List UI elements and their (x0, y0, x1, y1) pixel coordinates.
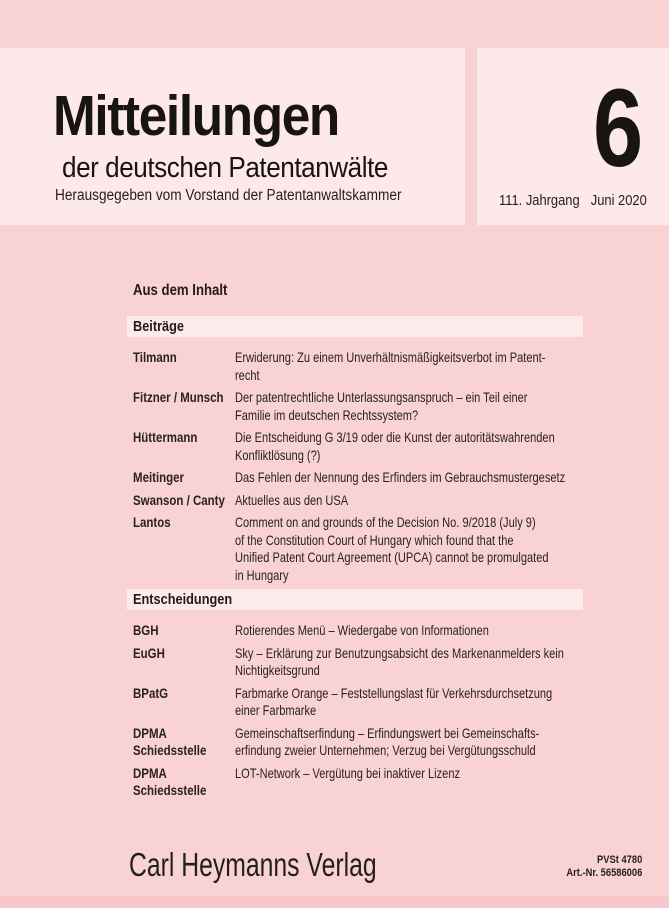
entry-author-cell (133, 429, 235, 464)
entry-author-cell (133, 514, 235, 584)
entry-title-cell (235, 469, 669, 487)
entry-author: DPMA Schiedsstelle (133, 724, 207, 758)
contents-entry (133, 725, 583, 760)
volume-label: 111. Jahrgang (499, 192, 580, 209)
entry-title: Gemeinschaftserfindung – Erfindungswert bei Gemeinschafts- erfindung zweier Unternehmen; Verzug bei Vergütungsschuld (235, 724, 540, 758)
contents-entry (133, 685, 583, 720)
entry-author: Fitzner / Munsch (133, 389, 224, 405)
contents-heading: Aus dem Inhalt (133, 282, 228, 299)
entry-author-cell (133, 349, 235, 384)
publisher-name: Carl Heymanns Verlag (129, 846, 377, 883)
contents-entry (133, 429, 583, 464)
contents-entry (133, 492, 583, 510)
entry-author: EuGH (133, 644, 165, 661)
entry-title: Die Entscheidung G 3/19 oder die Kunst der autoritätswahrenden Konfliktlösung (?) (235, 429, 555, 463)
journal-publisher-line: Herausgegeben vom Vorstand der Patentanwaltskammer (55, 187, 402, 204)
contents-section (127, 589, 583, 800)
entry-author-cell (133, 492, 235, 510)
print-codes (566, 854, 642, 879)
entry-title-cell (235, 492, 669, 510)
entry-title-cell (235, 389, 669, 424)
contents-section (127, 316, 583, 584)
entry-title: Rotierendes Menü – Wiedergabe von Informationen (235, 622, 489, 638)
contents-entry (133, 622, 583, 640)
entry-author-cell (133, 469, 235, 487)
entry-title-cell (235, 645, 669, 680)
entry-title-cell (235, 685, 669, 720)
contents-entry (133, 514, 583, 584)
entry-author-cell (133, 645, 235, 680)
entry-author-cell (133, 389, 235, 424)
entry-author-cell (133, 622, 235, 640)
entry-author: BGH (133, 622, 159, 638)
entry-title: Erwiderung: Zu einem Unverhältnismäßigkeitsverbot im Patent- recht (235, 349, 546, 383)
entry-title-cell (235, 622, 669, 640)
journal-title: Mitteilungen (53, 84, 339, 148)
entry-title-cell (235, 725, 669, 760)
entry-author: DPMA Schiedsstelle (133, 764, 207, 798)
article-number: Art.-Nr. 56586006 (566, 866, 642, 879)
entry-title: Aktuelles aus den USA (235, 491, 349, 508)
contents-entry (133, 389, 583, 424)
contents-entry (133, 349, 583, 384)
entry-title-cell (235, 765, 669, 800)
entry-title: Sky – Erklärung zur Benutzungsabsicht des Markenanmelders kein Nichtigkeitsgrund (235, 644, 564, 678)
bottom-band (0, 896, 669, 908)
entry-author: Tilmann (133, 349, 177, 365)
entry-author: BPatG (133, 684, 169, 701)
entry-author-cell (133, 765, 235, 800)
section-header-bar (127, 316, 583, 337)
contents-entry (133, 469, 583, 487)
section-header-bar (127, 589, 583, 610)
entry-title: LOT-Network – Vergütung bei inaktiver Lizenz (235, 764, 461, 781)
section-title: Beiträge (133, 318, 185, 335)
entry-author: Hüttermann (133, 429, 198, 445)
issue-date: Juni 2020 (591, 192, 647, 209)
entry-author-cell (133, 725, 235, 760)
issue-number: 6 (592, 67, 643, 190)
post-distribution-code: PVSt 4780 (596, 854, 642, 866)
masthead-panel (0, 48, 465, 225)
entry-title: Comment on and grounds of the Decision No. 9/2018 (July 9) of the Constitution Court of Hungary which found that the Unified Patent Court Agreement (UPCA) cannot be promulgated in Hungary (235, 514, 549, 583)
entry-title: Das Fehlen der Nennung des Erfinders im Gebrauchsmustergesetz (235, 469, 566, 485)
contents-entry (133, 765, 583, 800)
contents-entry (133, 645, 583, 680)
journal-subtitle: der deutschen Patentanwälte (62, 152, 388, 184)
contents-list (127, 316, 583, 805)
entry-author-cell (133, 685, 235, 720)
issue-panel (477, 48, 669, 225)
issue-meta (499, 192, 647, 209)
entry-title: Der patentrechtliche Unterlassungsanspruch – ein Teil einer Familie im deutschen Rechtssystem? (235, 389, 528, 423)
entry-author: Lantos (133, 514, 171, 530)
entry-author: Meitinger (133, 469, 185, 485)
entry-title-cell (235, 349, 669, 384)
entry-title-cell (235, 429, 669, 464)
entry-title: Farbmarke Orange – Feststellungslast für Verkehrsdurchsetzung einer Farbmarke (235, 684, 553, 718)
section-title: Entscheidungen (133, 591, 233, 608)
entry-title-cell (235, 514, 669, 584)
entry-author: Swanson / Canty (133, 491, 225, 508)
